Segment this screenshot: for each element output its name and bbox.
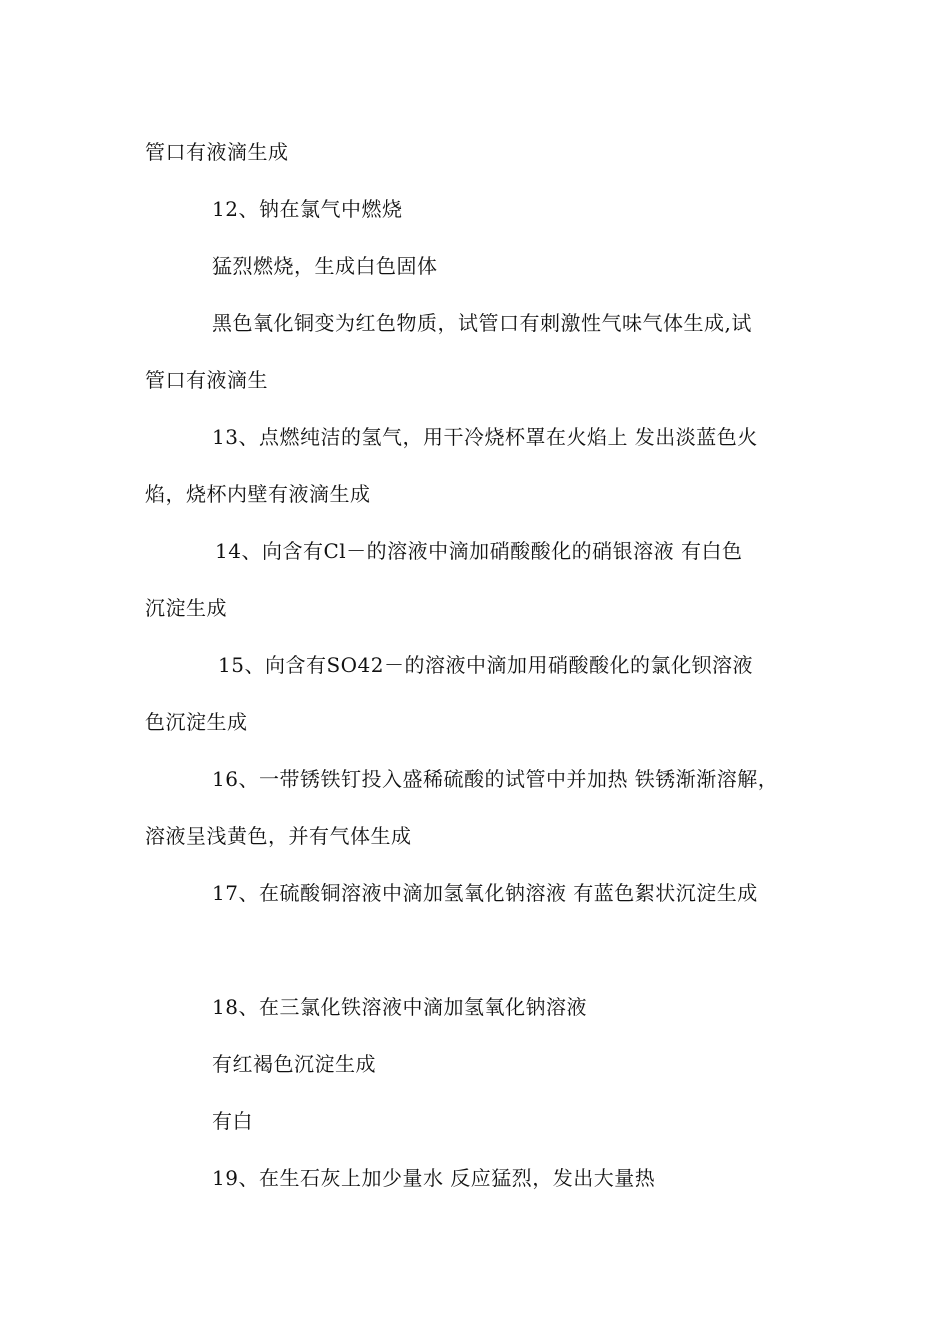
text-line: 焰，烧杯内壁有液滴生成	[145, 482, 371, 506]
text-line: 管口有液滴生	[145, 368, 268, 392]
item-heading: 16、一带锈铁钉投入盛稀硫酸的试管中并加热 铁锈渐渐溶解，	[212, 767, 779, 791]
text-line: 管口有液滴生成	[145, 140, 289, 164]
item-heading: 17、在硫酸铜溶液中滴加氢氧化钠溶液 有蓝色絮状沉淀生成	[212, 881, 758, 905]
text-line: 有白	[212, 1109, 253, 1133]
text-line: 溶液呈浅黄色，并有气体生成	[145, 824, 412, 848]
item-heading: 15、向含有SO42－的溶液中滴加用硝酸酸化的氯化钡溶液	[218, 653, 753, 677]
item-heading: 12、钠在氯气中燃烧	[212, 197, 403, 221]
item-heading: 19、在生石灰上加少量水 反应猛烈，发出大量热	[212, 1166, 656, 1190]
text-line: 色沉淀生成	[145, 710, 248, 734]
item-heading: 18、在三氯化铁溶液中滴加氢氧化钠溶液	[212, 995, 587, 1019]
text-line: 猛烈燃烧，生成白色固体	[212, 254, 438, 278]
text-line: 沉淀生成	[145, 596, 227, 620]
item-heading: 13、点燃纯洁的氢气，用干冷烧杯罩在火焰上 发出淡蓝色火	[212, 425, 758, 449]
text-line: 黑色氧化铜变为红色物质，试管口有刺激性气味气体生成,试	[212, 311, 752, 335]
text-line: 有红褐色沉淀生成	[212, 1052, 376, 1076]
item-heading: 14、向含有Cl－的溶液中滴加硝酸酸化的硝银溶液 有白色	[215, 539, 743, 563]
